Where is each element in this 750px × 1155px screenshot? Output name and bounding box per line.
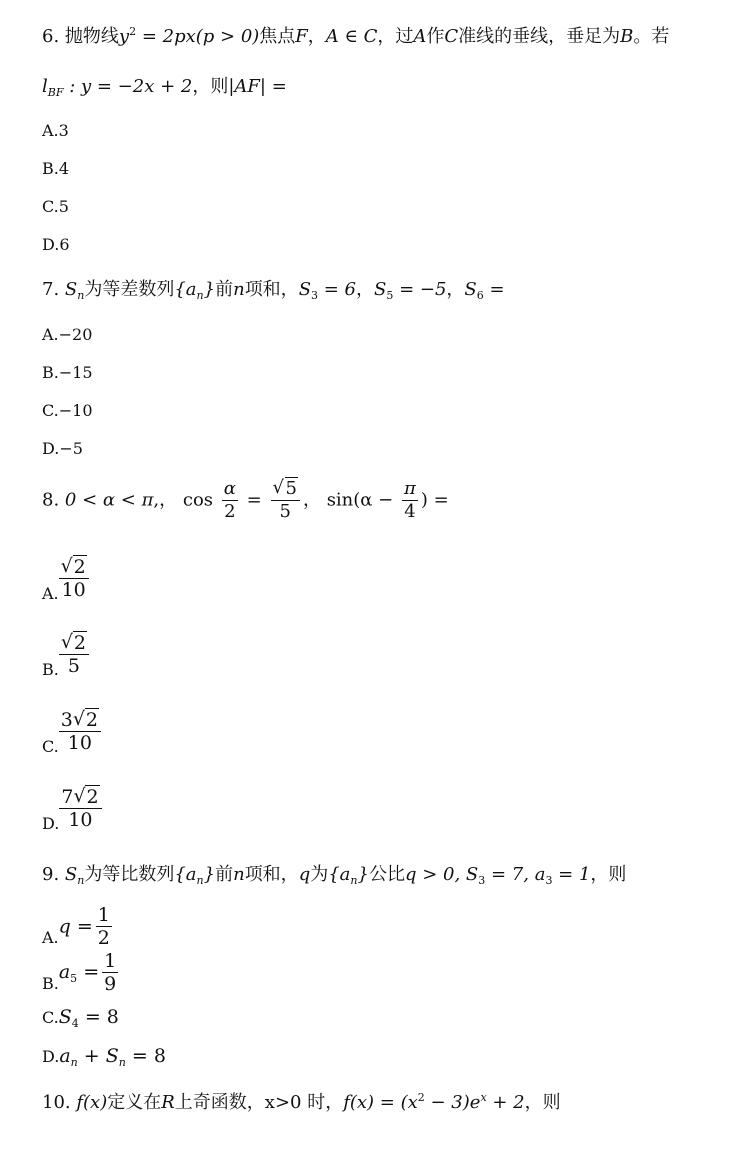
q8-math: ) =	[420, 489, 449, 511]
sqrt-symbol	[61, 556, 87, 578]
q7-math: }	[203, 279, 216, 300]
question-number: 6.	[42, 26, 60, 47]
fraction-denominator: 10	[61, 579, 86, 601]
option-value: −5	[59, 439, 83, 458]
question-number: 9.	[42, 864, 60, 885]
q8-math: =	[246, 489, 262, 511]
option-label: D.	[42, 439, 60, 458]
q8-math: 0 < α < π	[64, 489, 154, 511]
fraction-denominator: 5	[67, 655, 80, 677]
question-9-line	[42, 864, 626, 886]
q9-sub: n	[196, 874, 204, 887]
q6-math: A	[413, 26, 427, 47]
q9-option-c[interactable]	[42, 1006, 119, 1029]
q7-text: ，	[356, 279, 375, 300]
fraction-numerator: 1	[97, 904, 110, 926]
q7-sub: 6	[476, 289, 484, 302]
fraction-denominator: 10	[67, 732, 92, 754]
q9-math: {a	[328, 864, 351, 885]
option-label: C.	[42, 401, 59, 420]
q9-sub: 3	[478, 874, 486, 887]
q10-math: f(x)	[76, 1092, 108, 1113]
q7-math: S	[298, 279, 312, 300]
option-value: 6	[59, 235, 70, 254]
option-value: −10	[58, 401, 93, 420]
option-label: D.	[42, 1047, 60, 1066]
option-fraction	[96, 904, 112, 949]
q7-option-d[interactable]	[42, 438, 83, 460]
q10-sup: x	[480, 1091, 487, 1104]
q9-math: }	[203, 864, 216, 885]
option-math: = 8	[78, 1006, 119, 1028]
option-label: A.	[42, 584, 59, 603]
option-label: D.	[42, 235, 60, 254]
option-label: A.	[42, 121, 59, 140]
fraction-numerator: α	[223, 478, 236, 499]
q7-math: S	[464, 279, 477, 300]
q6-math: B	[620, 26, 634, 47]
q10-text: ，则	[524, 1092, 561, 1113]
option-label: B.	[42, 660, 59, 679]
option-sub: 5	[70, 972, 78, 985]
option-math: a	[59, 1045, 71, 1067]
q9-text: 项和，	[244, 864, 299, 885]
q6-math: |AF| =	[228, 76, 287, 97]
q7-math: = −5	[393, 279, 447, 300]
q8-fraction-pi	[402, 478, 418, 523]
q8-fraction-sqrt5	[271, 478, 300, 523]
question-10-line	[42, 1092, 561, 1114]
q9-sub: n	[350, 874, 358, 887]
q10-math: + 2	[486, 1092, 525, 1113]
q6-text: ，则	[192, 76, 229, 97]
q7-text: ，	[446, 279, 465, 300]
option-sub: 4	[71, 1017, 79, 1030]
q10-math: − 3)e	[424, 1092, 481, 1113]
q7-sub: 3	[311, 289, 319, 302]
option-fraction	[59, 709, 101, 754]
q7-sub: 5	[386, 289, 394, 302]
q6-text: ，	[307, 26, 326, 47]
option-label: C.	[42, 1008, 59, 1027]
q8-option-d[interactable]	[42, 786, 105, 835]
option-label: A.	[42, 928, 59, 947]
q6-option-a[interactable]	[42, 120, 69, 142]
q9-text: 前	[215, 864, 234, 885]
option-label: B.	[42, 974, 59, 993]
fraction-denominator: 2	[224, 501, 236, 522]
q9-sub: n	[77, 874, 85, 887]
q10-text: 上奇函数，x>0 时，	[174, 1092, 344, 1113]
q6-option-b[interactable]	[42, 158, 69, 180]
q7-sub: n	[77, 289, 85, 302]
q9-option-a[interactable]	[42, 904, 115, 949]
coefficient: 3	[60, 709, 73, 731]
q9-math: }	[357, 864, 369, 885]
option-sub: n	[70, 1056, 78, 1069]
q7-text: 为等差数列	[84, 279, 175, 300]
q6-option-c[interactable]	[42, 196, 69, 218]
q6-math: = 2px(p > 0)	[136, 26, 260, 47]
q10-text: 定义在	[107, 1092, 162, 1113]
q7-math: =	[483, 279, 505, 300]
q9-math: = 7,	[485, 864, 529, 885]
question-8-line	[42, 478, 449, 523]
q10-sup: 2	[417, 1091, 425, 1104]
q9-math: q > 0,	[404, 864, 461, 885]
q7-option-a[interactable]	[42, 324, 92, 346]
radicand: 2	[73, 556, 86, 578]
option-value: −15	[58, 363, 93, 382]
q8-fraction-alpha	[222, 478, 238, 523]
q6-sub: BF	[47, 86, 64, 99]
q6-sup: 2	[129, 25, 137, 38]
q7-text: 项和，	[244, 279, 299, 300]
option-label: C.	[42, 737, 59, 756]
q8-text: ，	[302, 489, 321, 511]
q6-text: 。若	[633, 26, 670, 47]
q7-math: S	[374, 279, 387, 300]
q9-text: 为	[310, 864, 329, 885]
q6-text: 抛物线	[64, 26, 119, 47]
radicand: 2	[73, 632, 86, 654]
option-math: a	[58, 961, 71, 983]
q9-math: q	[298, 864, 311, 885]
q7-math: {a	[174, 279, 197, 300]
q7-sub: n	[196, 289, 204, 302]
q9-math: a	[534, 864, 546, 885]
fraction-numerator: π	[404, 478, 416, 499]
fraction-denominator: 5	[279, 501, 291, 522]
option-label: A.	[42, 325, 59, 344]
fraction-numerator: 1	[104, 950, 117, 972]
option-fraction	[59, 632, 89, 677]
q9-math: = 1	[552, 864, 591, 885]
question-number: 8.	[42, 489, 60, 511]
option-label: B.	[42, 363, 59, 382]
q6-text: 作	[426, 26, 445, 47]
q7-math: n	[233, 279, 245, 300]
option-value: 5	[58, 197, 69, 216]
question-6-line-1	[42, 26, 669, 48]
q6-text: ，过	[377, 26, 414, 47]
question-7-line	[42, 279, 505, 301]
q9-option-d[interactable]	[42, 1045, 166, 1068]
option-sub: n	[118, 1056, 126, 1069]
q6-math: : y = −2x + 2	[63, 76, 193, 97]
option-value: 4	[58, 159, 70, 178]
option-value: 3	[58, 121, 69, 140]
fraction-denominator: 2	[97, 927, 110, 949]
sqrt-symbol	[61, 632, 87, 654]
q8-math: sin(α −	[326, 489, 394, 511]
option-math: + S	[77, 1045, 119, 1067]
sqrt-symbol	[273, 478, 298, 500]
option-fraction	[59, 556, 89, 601]
q7-math: = 6	[318, 279, 357, 300]
option-fraction	[59, 786, 101, 831]
q6-math: l	[42, 76, 48, 97]
q9-math: S	[64, 864, 78, 885]
option-value: −20	[58, 325, 93, 344]
option-math: S	[58, 1006, 72, 1028]
question-number: 7.	[42, 279, 60, 300]
q9-math: {a	[174, 864, 197, 885]
q6-option-d[interactable]	[42, 234, 70, 256]
radicand: 2	[85, 709, 98, 731]
option-label: B.	[42, 159, 59, 178]
sqrt-symbol	[73, 786, 99, 808]
q6-text: 准线的垂线，垂足为	[458, 26, 621, 47]
fraction-denominator: 4	[404, 501, 416, 522]
q9-text: ，则	[590, 864, 627, 885]
q8-math: cos	[182, 489, 214, 511]
q7-math: S	[64, 279, 78, 300]
q8-option-b[interactable]	[42, 632, 92, 681]
q10-math: R	[161, 1092, 175, 1113]
question-number: 10.	[42, 1092, 71, 1113]
question-6-line-2	[42, 76, 287, 98]
radicand: 5	[285, 478, 297, 499]
q6-math: A ∈ C	[325, 26, 378, 47]
q6-text: 焦点	[259, 26, 296, 47]
coefficient: 7	[61, 786, 74, 808]
sqrt-symbol	[73, 709, 99, 731]
fraction-denominator: 10	[68, 809, 93, 831]
option-fraction	[102, 950, 118, 995]
q6-math: y	[118, 26, 130, 47]
radicand: 2	[86, 786, 99, 808]
fraction-denominator: 9	[104, 973, 117, 995]
q6-math: F	[295, 26, 308, 47]
q7-text: 前	[215, 279, 234, 300]
option-math: =	[77, 961, 100, 983]
q9-text: 公比	[368, 864, 405, 885]
q6-math: C	[444, 26, 459, 47]
q9-math: S	[465, 864, 479, 885]
q7-option-c[interactable]	[42, 400, 93, 422]
option-label: C.	[42, 197, 59, 216]
q8-option-c[interactable]	[42, 709, 104, 758]
q9-math: n	[233, 864, 245, 885]
q9-option-b[interactable]	[42, 950, 121, 995]
q10-math: f(x) = (x	[343, 1092, 418, 1113]
q9-sub: 3	[545, 874, 553, 887]
q7-option-b[interactable]	[42, 362, 93, 384]
option-math: = 8	[125, 1045, 166, 1067]
q9-text: 为等比数列	[84, 864, 175, 885]
q8-option-a[interactable]	[42, 556, 92, 605]
q8-text: ,，	[153, 489, 178, 511]
option-label: D.	[42, 814, 60, 833]
option-math: q =	[58, 915, 93, 938]
